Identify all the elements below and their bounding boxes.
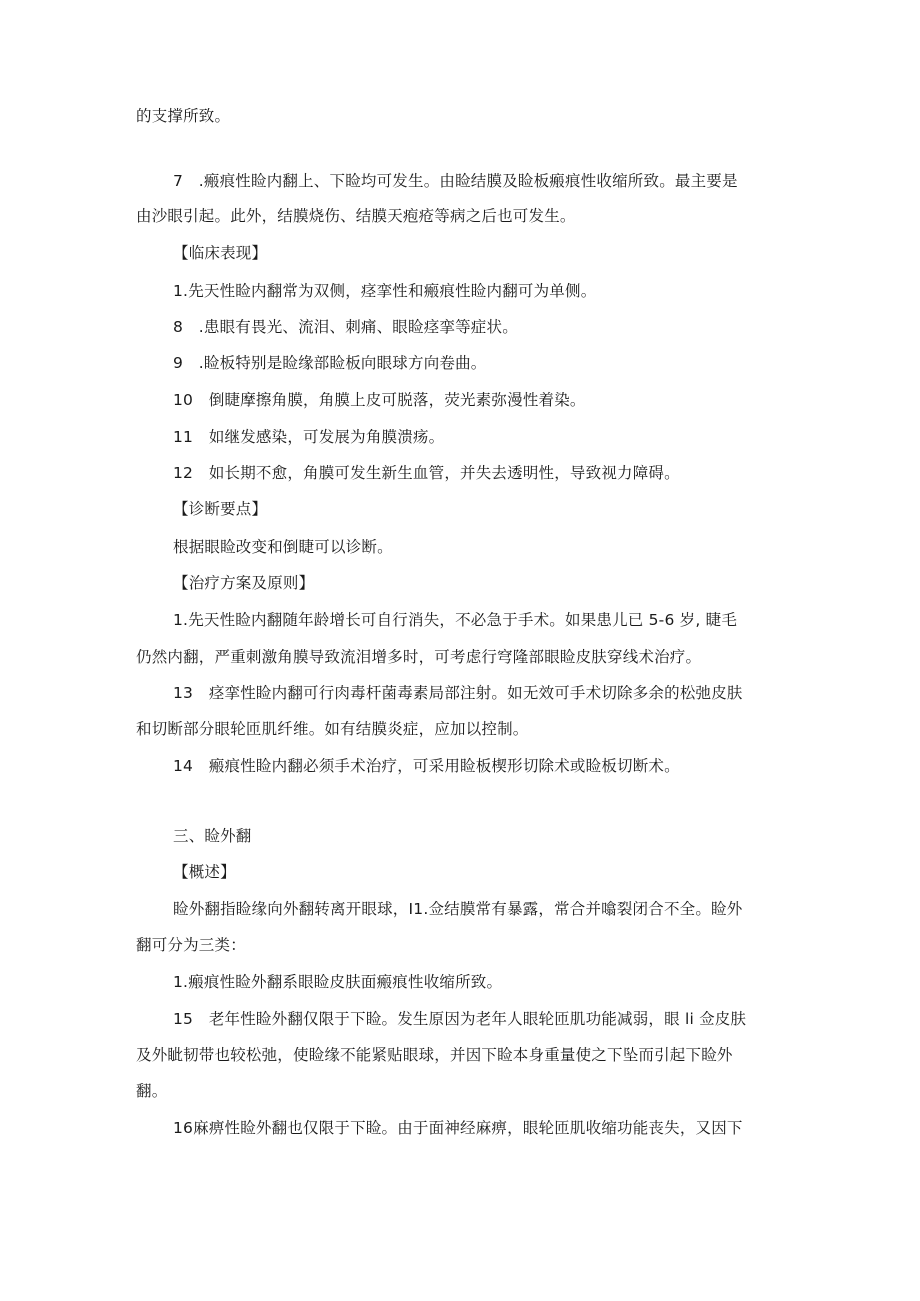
text-line: 9 .睑板特别是睑缘部睑板向眼球方向卷曲。 — [173, 354, 487, 372]
text-line: 翻。 — [136, 1082, 168, 1100]
text-line: 12 如长期不愈，角膜可发生新生血管，并失去透明性，导致视力障碍。 — [173, 464, 680, 482]
section-heading: 【临床表现】 — [173, 244, 268, 262]
text-line: 1.先天性睑内翻常为双侧，痉挛性和瘢痕性睑内翻可为单侧。 — [173, 282, 597, 300]
text-line: 根据眼睑改变和倒睫可以诊断。 — [173, 538, 393, 556]
text-line: 14 瘢痕性睑内翻必须手术治疗，可采用睑板楔形切除术或睑板切断术。 — [173, 757, 680, 775]
chapter-heading: 三、睑外翻 — [173, 827, 252, 845]
text-line: 的支撑所致。 — [136, 107, 231, 125]
text-line: 11 如继发感染，可发展为角膜溃疡。 — [173, 428, 445, 446]
text-line: 15 老年性睑外翻仅限于下睑。发生原因为老年人眼轮匝肌功能减弱，眼 li 佥皮肤 — [173, 1010, 747, 1028]
text-line: 1.瘢痕性睑外翻系眼睑皮肤面瘢痕性收缩所致。 — [173, 973, 503, 991]
text-line: 睑外翻指睑缘向外翻转离开眼球，I1.佥结膜常有暴露，常合并噏裂闭合不全。睑外 — [173, 900, 743, 918]
section-heading: 【诊断要点】 — [173, 500, 268, 518]
text-line: 7 .瘢痕性睑内翻上、下睑均可发生。由睑结膜及睑板瘢痕性收缩所致。最主要是 — [173, 172, 738, 190]
text-line: 翻可分为三类： — [136, 936, 246, 954]
text-line: 13 痉挛性睑内翻可行肉毒杆菌毒素局部注射。如无效可手术切除多余的松弛皮肤 — [173, 684, 743, 702]
text-line: 和切断部分眼轮匝肌纤维。如有结膜炎症，应加以控制。 — [136, 720, 529, 738]
text-line: 1.先天性睑内翻随年龄增长可自行消失，不必急于手术。如果患儿已 5-6 岁, 睫毛 — [173, 611, 738, 629]
text-line: 10 倒睫摩擦角膜，角膜上皮可脱落，荧光素弥漫性着染。 — [173, 391, 586, 409]
section-heading: 【治疗方案及原则】 — [173, 574, 315, 592]
section-heading: 【概述】 — [173, 863, 236, 881]
text-line: 仍然内翻，严重刺激角膜导致流泪增多时，可考虑行穹隆部眼睑皮肤穿线术治疗。 — [136, 648, 702, 666]
text-line: 16麻痹性睑外翻也仅限于下睑。由于面神经麻痹，眼轮匝肌收缩功能丧失，又因下 — [173, 1119, 743, 1137]
text-line: 及外眦韧带也较松弛，使睑缘不能紧贴眼球，并因下睑本身重量使之下坠而引起下睑外 — [136, 1046, 733, 1064]
text-line: 由沙眼引起。此外，结膜烧伤、结膜天疱疮等病之后也可发生。 — [136, 207, 576, 225]
text-line: 8 .患眼有畏光、流泪、刺痛、眼睑痉挛等症状。 — [173, 318, 518, 336]
